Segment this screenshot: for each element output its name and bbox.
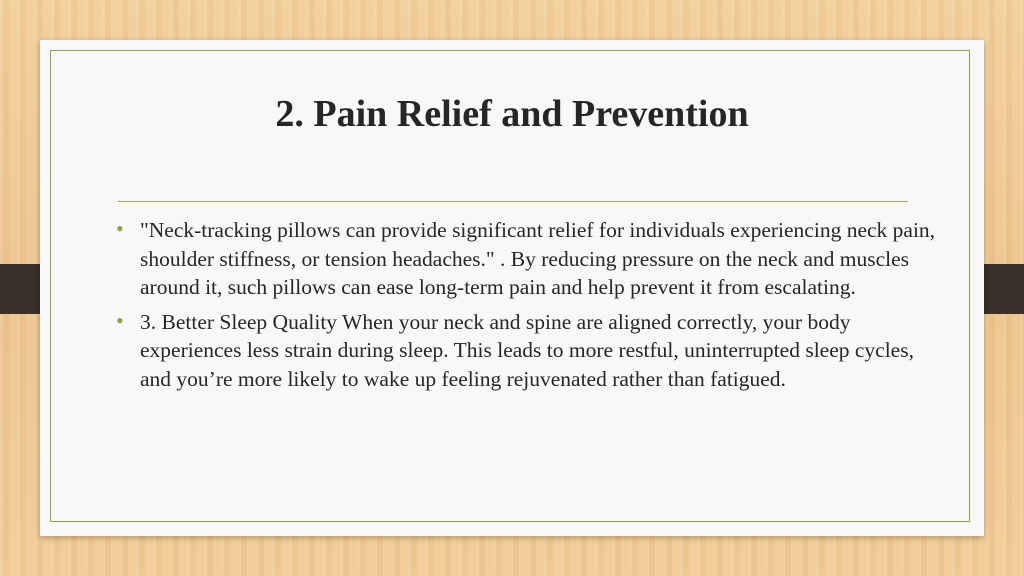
slide bbox=[40, 40, 984, 536]
title-divider bbox=[118, 201, 908, 202]
bullet-item bbox=[116, 307, 940, 394]
bullet-icon: • bbox=[116, 307, 124, 333]
bullet-text: "Neck-tracking pillows can provide significant relief for individuals experiencing neck pain, shoulder stiffness, or tension headaches." . By reducing pressure on the neck and muscles around it, such pillows can ease long-term pain and help prevent it from escalating. bbox=[140, 218, 936, 299]
bullet-list bbox=[116, 216, 940, 399]
bullet-text: 3. Better Sleep Quality When your neck and spine are aligned correctly, your body experiences less strain during sleep. This leads to more restful, uninterrupted sleep cycles, and you’re more likely to wake up feeling rejuvenated rather than fatigued. bbox=[140, 309, 914, 391]
bullet-item bbox=[116, 216, 940, 302]
slide-title: 2. Pain Relief and Prevention bbox=[275, 93, 749, 135]
bullet-icon: • bbox=[116, 216, 124, 241]
